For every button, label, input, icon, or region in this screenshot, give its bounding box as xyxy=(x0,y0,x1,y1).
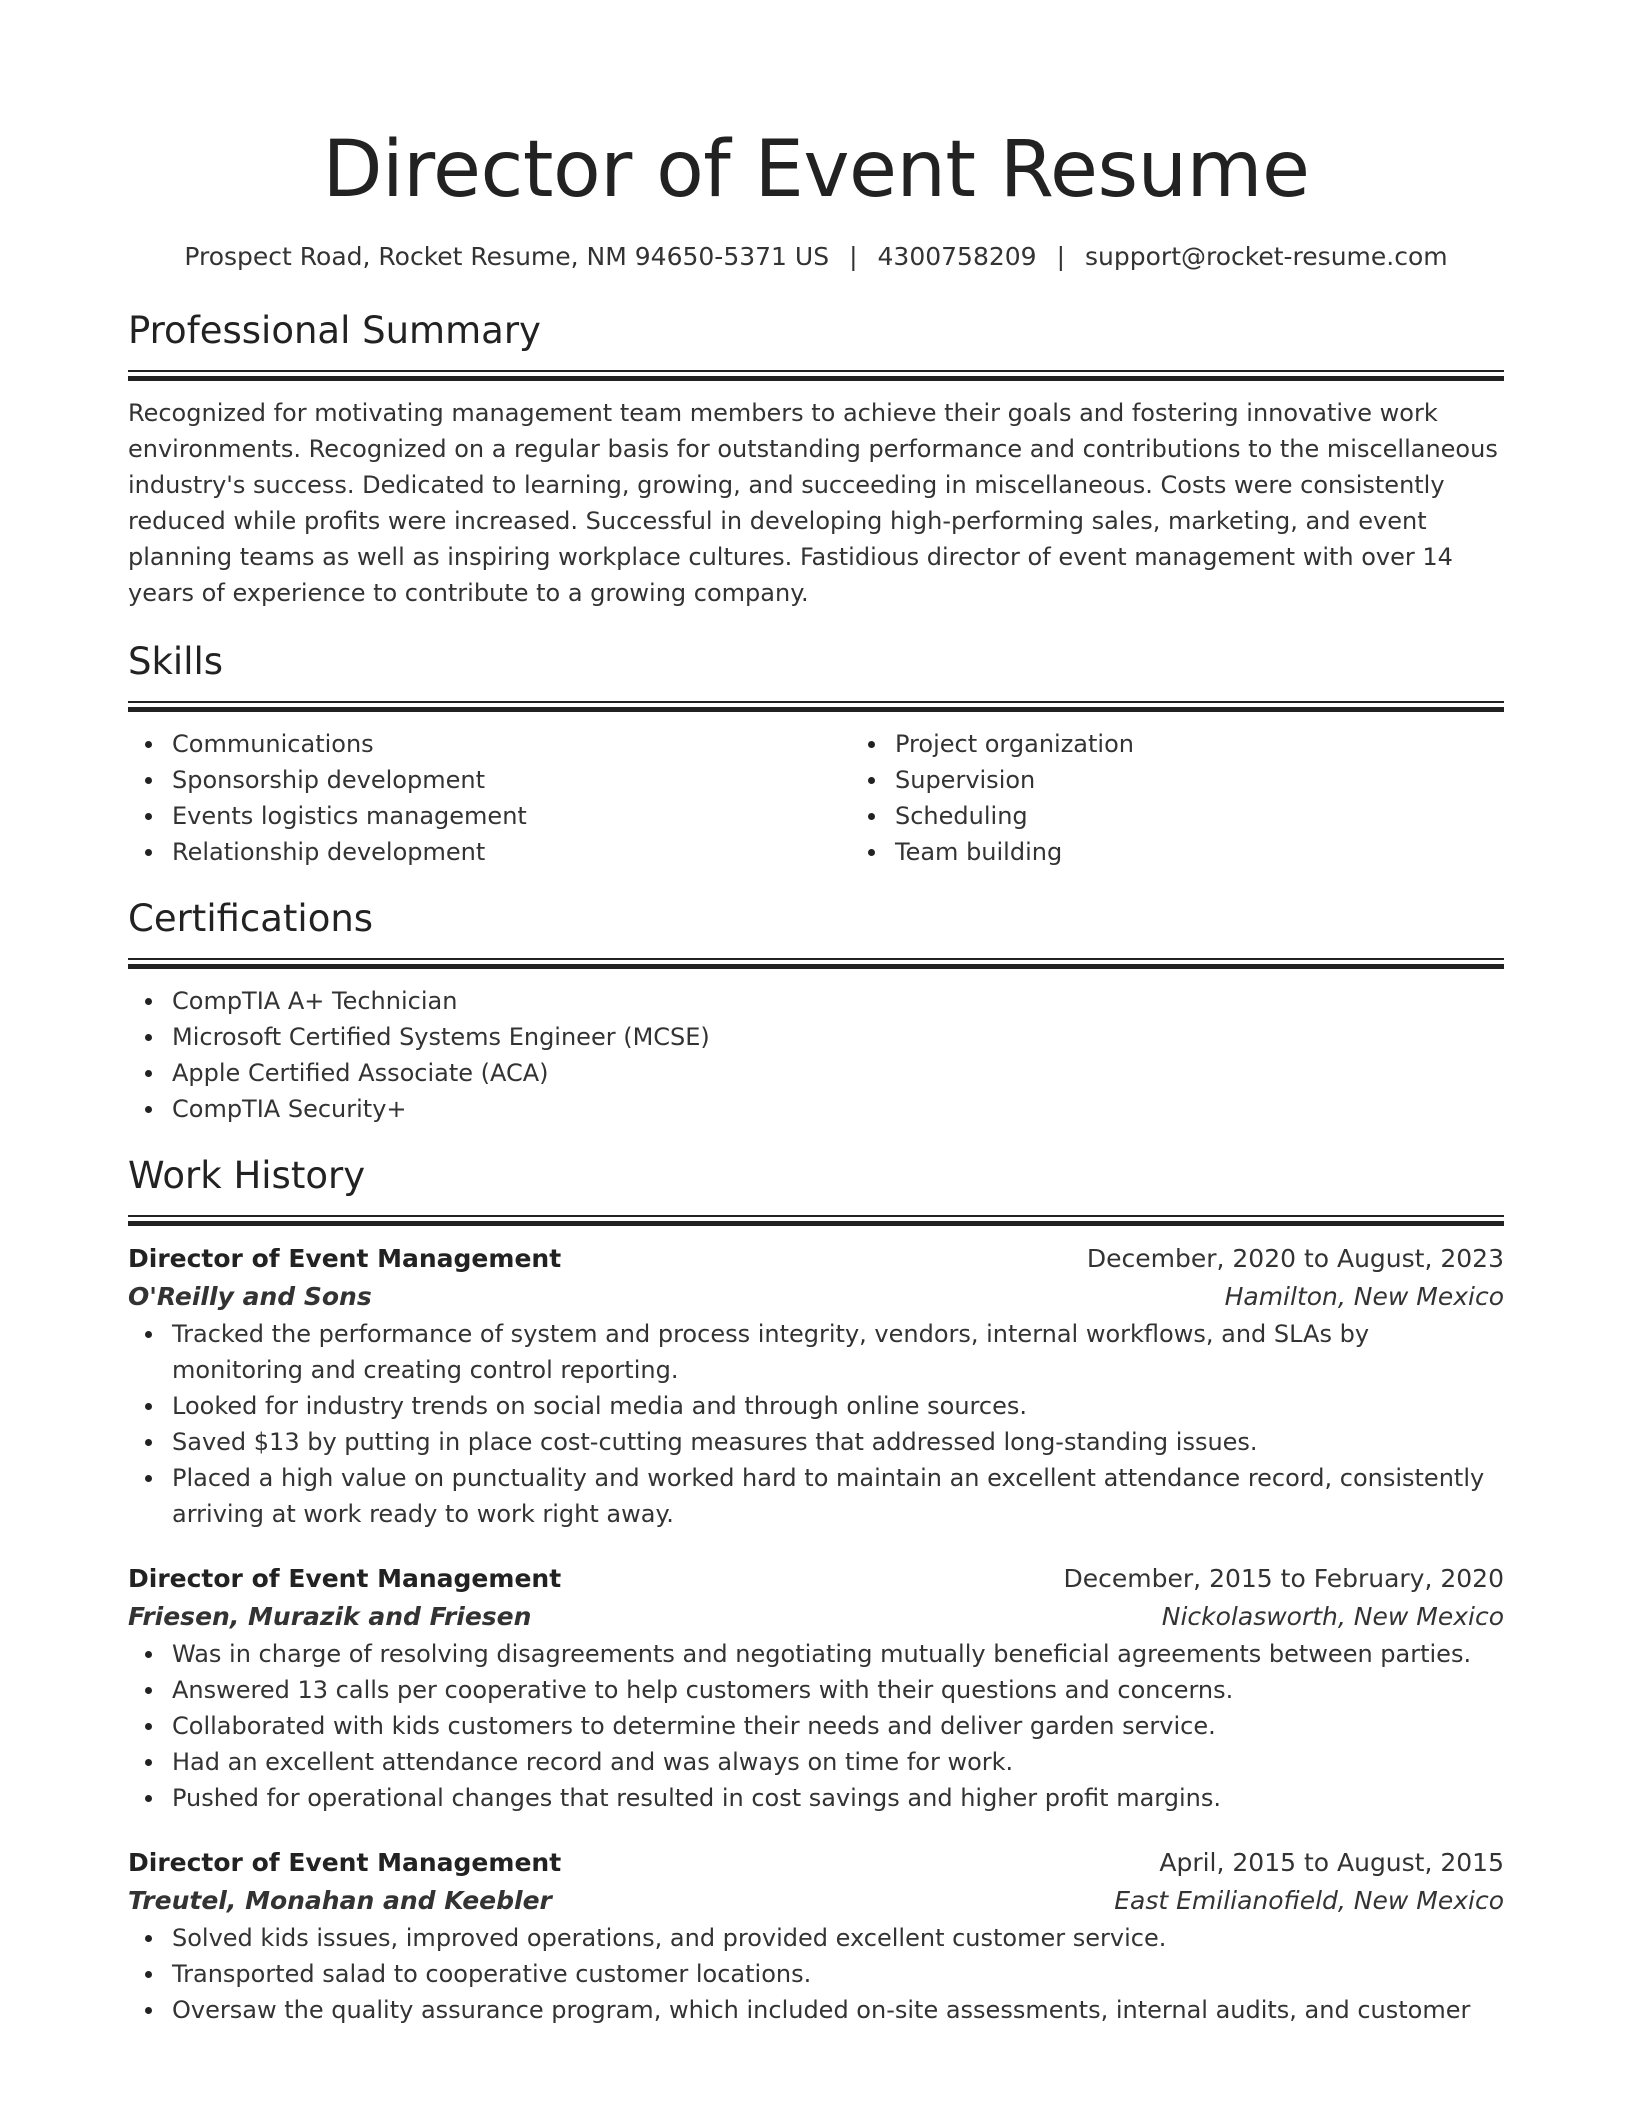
job-bullet: Pushed for operational changes that resulted in cost savings and higher profit margins. xyxy=(172,1780,1504,1816)
job-location: Hamilton, New Mexico xyxy=(1224,1282,1504,1311)
skill-item: Communications xyxy=(172,726,851,762)
job-location: Nickolasworth, New Mexico xyxy=(1161,1602,1504,1631)
job-bullet: Tracked the performance of system and process integrity, vendors, internal workflows, and SLAs by monitoring and creating control reporting. xyxy=(172,1316,1504,1388)
skill-item: Relationship development xyxy=(172,834,851,870)
job-dates: December, 2020 to August, 2023 xyxy=(1086,1244,1504,1273)
job-bullet: Answered 13 calls per cooperative to help customers with their questions and concerns. xyxy=(172,1672,1504,1708)
certification-item: CompTIA A+ Technician xyxy=(172,983,1504,1019)
section-divider xyxy=(128,1215,1504,1226)
skills-grid xyxy=(128,726,1504,870)
job-bullet-list xyxy=(128,1920,1504,2028)
job-bullet: Solved kids issues, improved operations, and provided excellent customer service. xyxy=(172,1920,1504,1956)
certifications-section xyxy=(128,896,1504,1127)
contact-email: support@rocket-resume.com xyxy=(1085,242,1448,271)
job-title: Director of Event Management xyxy=(128,1848,562,1877)
skills-list-left xyxy=(128,726,851,870)
certification-item: CompTIA Security+ xyxy=(172,1091,1504,1127)
certifications-heading: Certifications xyxy=(128,897,374,940)
work-history-section xyxy=(128,1153,1504,2028)
job-header xyxy=(128,1844,1504,1882)
section-divider xyxy=(128,701,1504,712)
job-location: East Emilianofield, New Mexico xyxy=(1114,1886,1504,1915)
job-bullet: Oversaw the quality assurance program, which included on-site assessments, internal audits, and customer xyxy=(172,1992,1504,2028)
job-entry xyxy=(128,1240,1504,1532)
job-bullet: Looked for industry trends on social media and through online sources. xyxy=(172,1388,1504,1424)
contact-phone: 4300758209 xyxy=(877,242,1037,271)
job-dates: December, 2015 to February, 2020 xyxy=(1063,1564,1504,1593)
job-entry xyxy=(128,1560,1504,1816)
section-divider xyxy=(128,370,1504,381)
job-header xyxy=(128,1560,1504,1598)
resume-page xyxy=(128,0,1504,2028)
job-subheader xyxy=(128,1278,1504,1316)
section-divider xyxy=(128,958,1504,969)
skill-item: Supervision xyxy=(895,762,1574,798)
job-bullet: Transported salad to cooperative customer locations. xyxy=(172,1956,1504,1992)
certification-item: Microsoft Certified Systems Engineer (MCSE) xyxy=(172,1019,1504,1055)
job-bullet-list xyxy=(128,1636,1504,1816)
contact-line xyxy=(128,240,1504,274)
skills-heading: Skills xyxy=(128,640,224,683)
summary-section xyxy=(128,308,1504,611)
skill-item: Scheduling xyxy=(895,798,1574,834)
contact-separator: | xyxy=(1056,242,1066,271)
summary-text: Recognized for motivating management team members to achieve their goals and fostering innovative work environments. Recognized on a regular basis for outstanding performance and contributions to the miscellaneous industry's success. Dedicated to learning, growing, and succeeding in miscellaneous. Costs were consistently reduced while profits were increased. Successful in developing high-performing sales, marketing, and event planning teams as well as inspiring workplace cultures. Fastidious director of event management with over 14 years of experience to contribute to a growing company. xyxy=(128,399,1498,607)
job-dates: April, 2015 to August, 2015 xyxy=(1159,1848,1504,1877)
job-bullet: Collaborated with kids customers to determine their needs and deliver garden service. xyxy=(172,1708,1504,1744)
summary-heading: Professional Summary xyxy=(128,309,541,352)
job-company: Treutel, Monahan and Keebler xyxy=(128,1886,552,1915)
job-title: Director of Event Management xyxy=(128,1564,562,1593)
skill-item: Team building xyxy=(895,834,1574,870)
job-bullet: Placed a high value on punctuality and worked hard to maintain an excellent attendance record, consistently arriving at work ready to work right away. xyxy=(172,1460,1504,1532)
work-history-heading: Work History xyxy=(128,1154,366,1197)
job-entry xyxy=(128,1844,1504,2028)
job-company: O'Reilly and Sons xyxy=(128,1282,372,1311)
job-bullet: Saved $13 by putting in place cost-cutting measures that addressed long-standing issues. xyxy=(172,1424,1504,1460)
contact-address: Prospect Road, Rocket Resume, NM 94650-5371 US xyxy=(184,242,830,271)
job-title: Director of Event Management xyxy=(128,1244,562,1273)
skill-item: Sponsorship development xyxy=(172,762,851,798)
job-subheader xyxy=(128,1882,1504,1920)
skill-item: Events logistics management xyxy=(172,798,851,834)
job-subheader xyxy=(128,1598,1504,1636)
certifications-list xyxy=(128,983,1504,1127)
certification-item: Apple Certified Associate (ACA) xyxy=(172,1055,1504,1091)
skills-list-right xyxy=(851,726,1574,870)
resume-title: Director of Event Resume xyxy=(322,125,1310,215)
job-company: Friesen, Murazik and Friesen xyxy=(128,1602,532,1631)
skills-section xyxy=(128,639,1504,870)
job-header xyxy=(128,1240,1504,1278)
job-bullet-list xyxy=(128,1316,1504,1532)
job-bullet: Was in charge of resolving disagreements and negotiating mutually beneficial agreements between parties. xyxy=(172,1636,1504,1672)
contact-separator: | xyxy=(849,242,858,271)
skill-item: Project organization xyxy=(895,726,1574,762)
job-bullet: Had an excellent attendance record and was always on time for work. xyxy=(172,1744,1504,1780)
